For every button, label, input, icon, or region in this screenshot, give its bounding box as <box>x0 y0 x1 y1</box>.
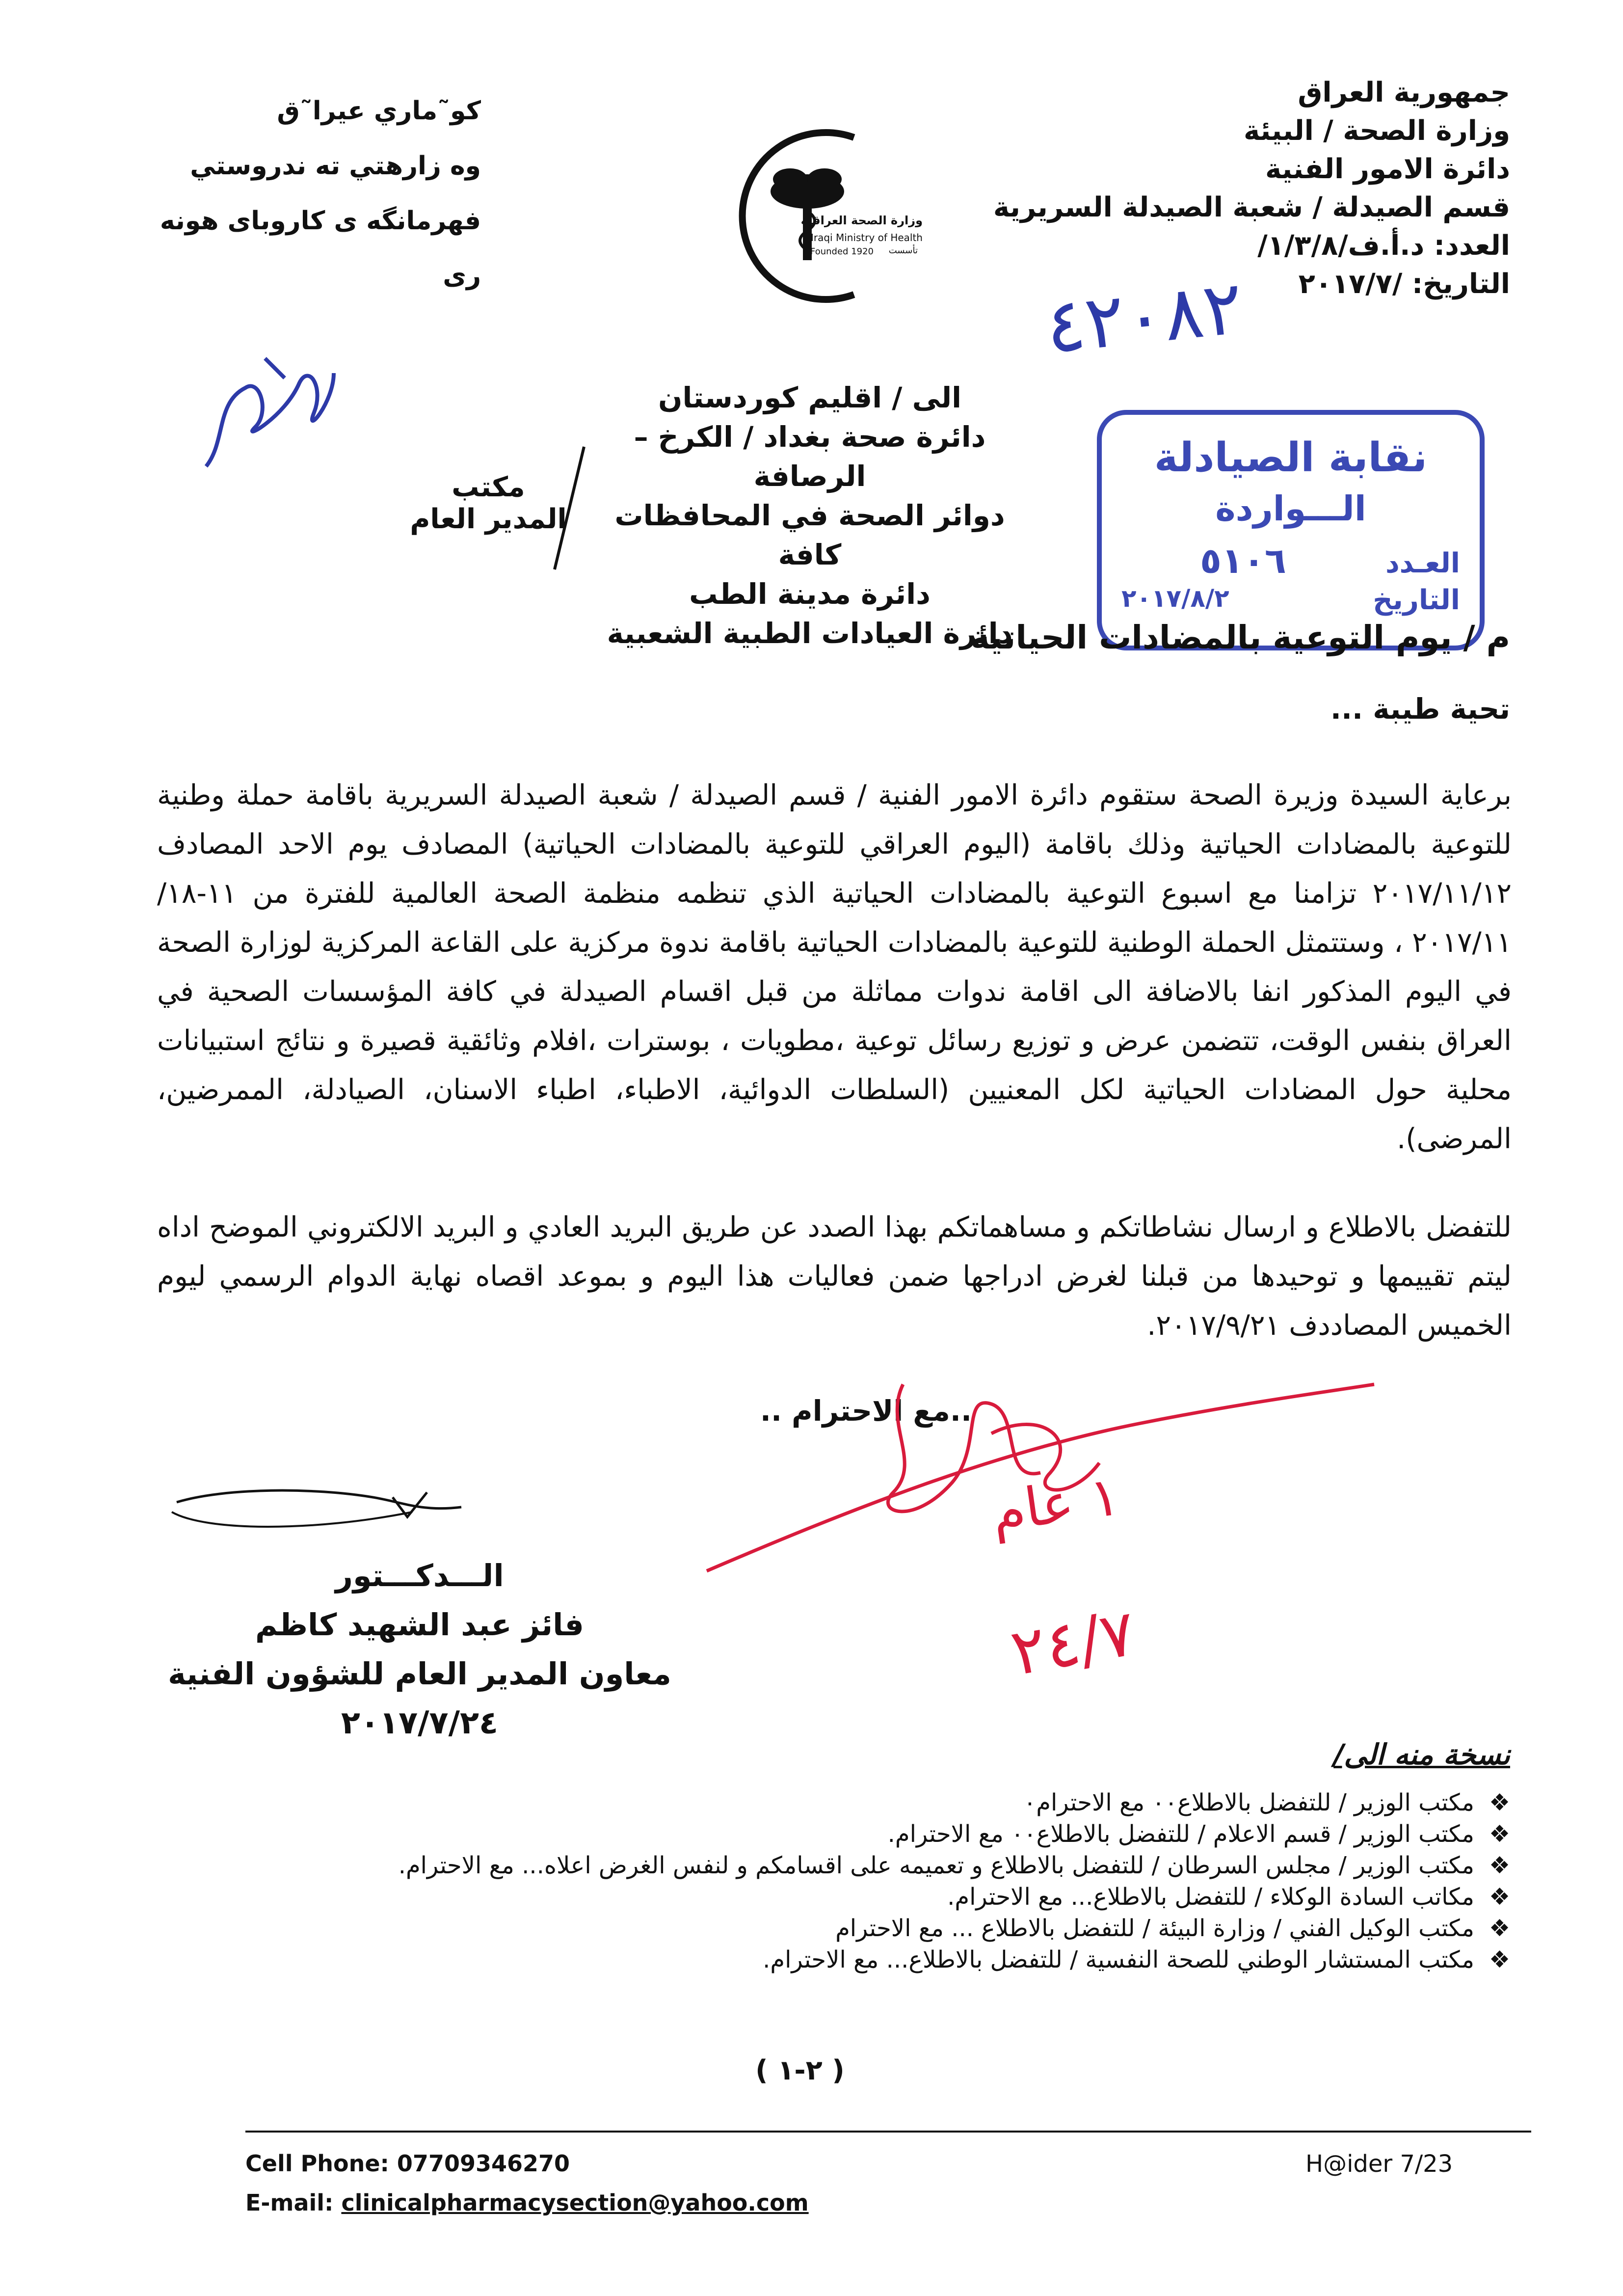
recipient-5: دائرة العيادات الطبية الشعبية <box>607 617 1013 650</box>
footer-divider <box>245 2131 1531 2133</box>
ministry-logo <box>692 118 923 314</box>
logo-tasis: تأسست <box>888 245 918 256</box>
received-stamp <box>1097 410 1485 650</box>
diamond-bullet-icon: ❖ <box>1489 1820 1510 1848</box>
red-annotation-line-1: ١ عام <box>987 1464 1123 1544</box>
diamond-bullet-icon: ❖ <box>1489 1852 1510 1879</box>
stamp-number-label: العـدد <box>1385 547 1460 579</box>
signer-block <box>162 1551 677 1748</box>
footer-phone: Cell Phone: 07709346270 <box>245 2150 570 2177</box>
recipient-3: دوائر الصحة في المحافظات كافة <box>614 499 1005 571</box>
signer-name: فائز عبد الشهيد كاظم <box>255 1607 584 1643</box>
body-paragraph-1: برعاية السيدة وزيرة الصحة ستقوم دائرة الامور الفنية / قسم الصيدلة / شعبة الصيدلة السريرية باقامة حملة وطنية للتوعية بالمضادات الحياتية وذلك باقامة (اليوم العراقي للتوعية بالمضادات الحياتية) المصادف يوم الاحد المصادف ٢٠١٧/١١/١٢ تزامنا مع اسبوع التوعية بالمضادات الحياتية الذي تنظمه منظمة الصحة العالمية للفترة من ١١-١٨/ ٢٠١٧/١١ ، وستتمثل الحملة الوطنية للتوعية بالمضادات الحياتية باقامة ندوة مركزية على القاعة المركزية لوزارة الصحة في اليوم المذكور انفا بالاضافة الى اقامة ندوات مماثلة من قبل اقسام الصيدلة في كافة المؤسسات الصحية في العراق بنفس الوقت، تتضمن عرض و توزيع رسائل توعية ،مطويات ، بوسترات ،افلام وثائقية قصيرة و نتائج استبيانات محلية حول المضادات الحياتية لكل المعنيين (السلطات الدوائية، الاطباء، اطباء الاسنان، الصيادلة، الممرضين، المرضى). <box>157 779 1512 1155</box>
logo-arabic: وزارة الصحة العراقية <box>800 214 923 227</box>
header-date: التاريخ: /٢٠١٧/٧ <box>1298 268 1510 300</box>
diamond-bullet-icon: ❖ <box>1489 1883 1510 1911</box>
header-number: العدد: د.أ.ف/١/٣/٨/ <box>1257 230 1510 262</box>
header-department: دائرة الامور الفنية <box>1265 153 1510 185</box>
regards: ..مع الاحترام .. <box>760 1394 972 1428</box>
greeting: تحية طيبة ... <box>1330 692 1510 726</box>
header-section: قسم الصيدلة / شعبة الصيدلة السريرية <box>993 191 1510 223</box>
page-number: ( ٢-١ ) <box>755 2054 845 2086</box>
header-left-block <box>137 83 481 303</box>
footer-email-label: E-mail: <box>245 2189 342 2216</box>
footer-email-line <box>245 2189 809 2216</box>
body-paragraph-2: للتفضل بالاطلاع و ارسال نشاطاتكم و مساهماتكم بهذا الصدد عن طريق البريد العادي و البريد الالكتروني الموضح اداه ليتم تقييمها و توحيدها من قبلنا لغرض ادراجها ضمن فعاليات هذا اليوم و بموعد اقصاه نهاية الدوام الرسمي ليوم الخميس المصاددف ٢٠١٧/٩/٢١. <box>157 1211 1512 1342</box>
stamp-title: نقابة الصيادلة <box>1154 434 1428 481</box>
subject-line: م / يوم التوعية بالمضادات الحياتية <box>970 619 1510 656</box>
recipient-1: الى / اقليم كوردستان <box>658 381 962 414</box>
header-ministry: وزارة الصحة / البيئة <box>1244 115 1510 147</box>
red-annotation-line-2: ٢٤/٧ <box>1005 1595 1141 1690</box>
header-left-line-3: فهرمانگه ى كاروباى هونه رى <box>160 206 481 291</box>
stamp-subtitle: الـــواردة <box>1215 488 1366 529</box>
copy-item: ❖مكاتب السادة الوكلاء / للتفضل بالاطلاع... مع الاحترام. <box>947 1883 1510 1911</box>
office-note: مكتب المدير العام <box>410 471 567 535</box>
recipient-4: دائرة مدينة الطب <box>689 577 931 611</box>
recipient-2: دائرة صحة بغداد / الكرخ – الرصافة <box>634 420 986 493</box>
logo-english: Iraqi Ministry of Health <box>810 232 923 243</box>
copies-title: نسخة منه الى/ <box>1333 1738 1510 1771</box>
stamp-date-label: التاريخ <box>1373 584 1460 616</box>
diamond-bullet-icon: ❖ <box>1489 1946 1510 1973</box>
copy-item: ❖مكتب الوكيل الفني / وزارة البيئة / للتفضل بالاطلاع ... مع الاحترام <box>835 1915 1510 1942</box>
header-left-line-1: كو˜ماري عيرا˜ق <box>277 96 481 126</box>
blue-signature-icon <box>186 344 344 491</box>
header-left-line-2: وه زارهتي ته ندروستي <box>190 151 481 181</box>
copy-item: ❖مكتب الوزير / مجلس السرطان / للتفضل بالاطلاع و تعميمه على اقسامكم و لنفس الغرض اعلاه... مع الاحترام. <box>398 1852 1510 1879</box>
copy-item: ❖مكتب المستشار الوطني للصحة النفسية / للتفضل بالاطلاع... مع الاحترام. <box>763 1946 1510 1973</box>
recipients-block <box>589 378 1031 653</box>
signer-title: الـــدكـــتور <box>335 1558 504 1594</box>
copy-item: ❖مكتب الوزير / قسم الاعلام / للتفضل بالاطلاع٠٠ مع الاحترام. <box>887 1820 1510 1848</box>
header-right-block <box>993 74 1510 303</box>
signature-icon <box>167 1478 471 1537</box>
footer-code: H@ider 7/23 <box>1305 2150 1453 2178</box>
diamond-bullet-icon: ❖ <box>1489 1789 1510 1816</box>
signer-position: معاون المدير العام للشؤون الفنية <box>168 1656 671 1692</box>
stamp-number-value: ٥١٠٦ <box>1200 540 1286 581</box>
copies-list <box>136 1787 1510 1975</box>
handwritten-incoming-number: ٤٢٠٨٢ <box>1041 265 1247 371</box>
signer-date: ٢٠١٧/٧/٢٤ <box>341 1705 499 1741</box>
header-country: جمهورية العراق <box>1298 77 1510 108</box>
logo-founded: Founded 1920 <box>810 246 874 257</box>
copy-item: ❖مكتب الوزير / للتفضل بالاطلاع٠٠ مع الاحترام٠ <box>1023 1789 1510 1816</box>
footer-email-link[interactable]: clinicalpharmacysection@yahoo.com <box>341 2189 809 2216</box>
diamond-bullet-icon: ❖ <box>1489 1915 1510 1942</box>
stamp-date-value: ٢٠١٧/٨/٢ <box>1121 584 1229 613</box>
